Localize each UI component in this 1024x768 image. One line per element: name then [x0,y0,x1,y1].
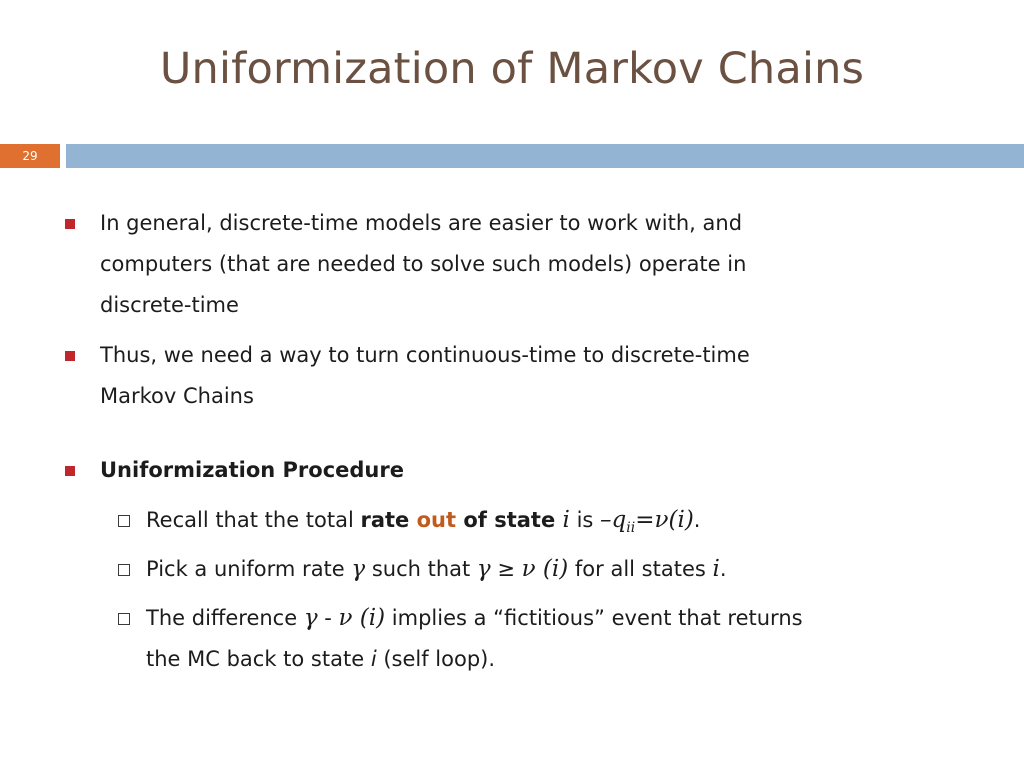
section-heading: Uniformization Procedure [100,458,404,482]
math-subscript: ii [626,520,636,536]
text: Pick a uniform rate [146,557,352,581]
sub-bullet-line [146,639,986,680]
text: . [719,557,727,581]
slide-number: 29 [0,144,60,168]
bullet-line: In general, discrete-time models are easier to work with, and [100,211,743,235]
text: (self loop). [376,647,496,671]
hollow-square-icon [118,515,130,527]
bullet-line: Thus, we need a way to turn continuous-time to discrete-time [100,343,750,367]
bullet-line: computers (that are needed to solve such models) operate in [100,252,747,276]
text-bold: rate [360,508,417,532]
text: ≥ [490,557,522,581]
math-part: –q [600,507,627,533]
math-var: i [712,556,720,582]
math-expr: ν (i) [338,605,386,631]
sub-bullet [146,598,986,639]
bullet-line: Markov Chains [100,384,254,408]
bullet-square-icon [65,351,75,361]
text-italic: i [370,647,377,671]
sub-bullet [146,549,986,590]
math-var: γ [476,556,491,582]
math-expr: ν (i) [521,556,569,582]
text: is [569,508,601,532]
math-expr [600,507,694,536]
bullet-square-icon [65,466,75,476]
text-bold: of state [456,508,563,532]
math-var: i [562,507,570,533]
text: The difference [146,606,304,630]
sub-bullet [146,500,986,549]
math-part: =ν(i) [635,507,694,533]
bullet-square-icon [65,219,75,229]
text: Recall that the total [146,508,361,532]
text: for all states [568,557,713,581]
text: . [693,508,701,532]
text: the MC back to state [146,647,371,671]
hollow-square-icon [118,564,130,576]
text: implies a “fictitious” event that returns [385,606,803,630]
bullet-item [100,203,940,244]
text: such that [365,557,477,581]
bullet-line: discrete-time [100,293,239,317]
hollow-square-icon [118,613,130,625]
slide-title: Uniformization of Markov Chains [159,44,865,94]
math-var: γ [351,556,366,582]
text: - [317,606,339,630]
text-highlight: out [416,508,457,532]
math-var: γ [303,605,318,631]
